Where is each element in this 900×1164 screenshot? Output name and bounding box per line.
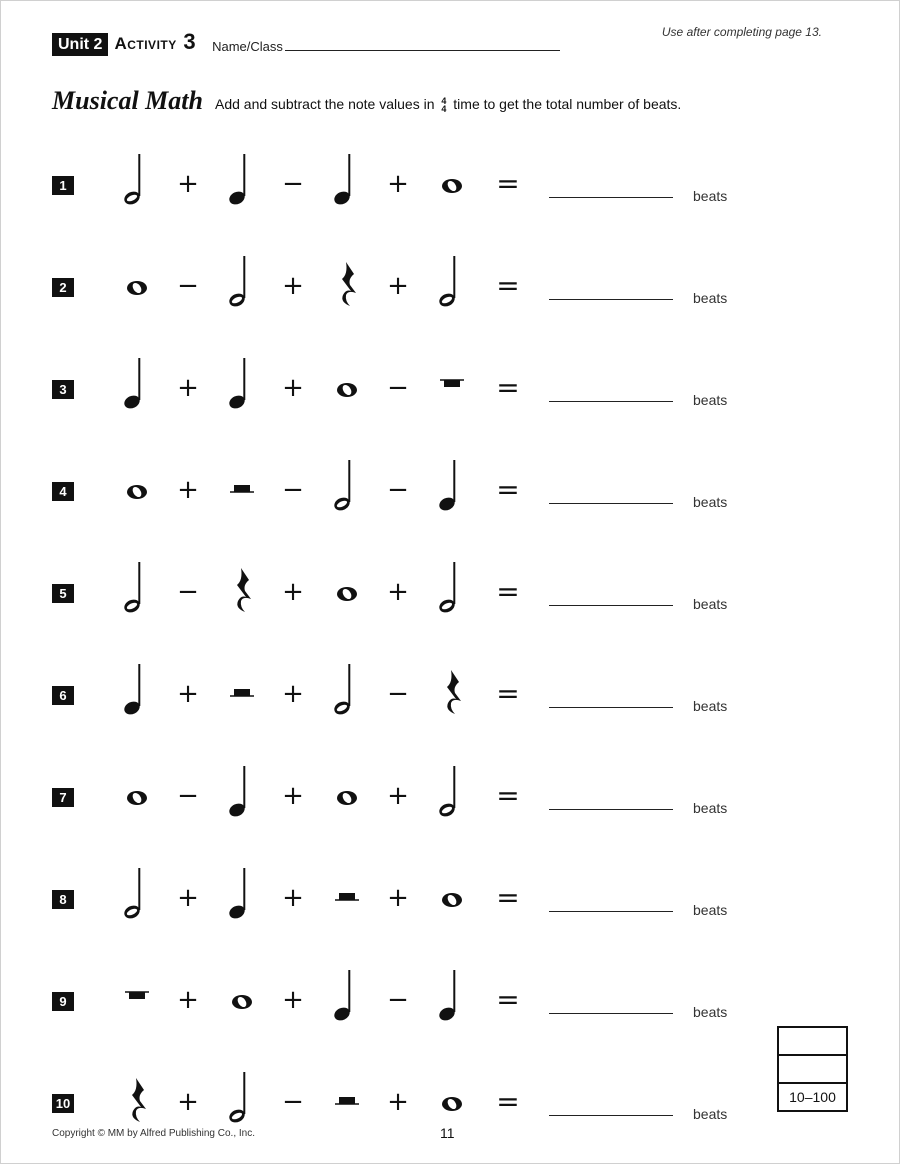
half-rest-symbol [327,1068,367,1138]
half-note-symbol [117,864,157,934]
problem-number: 4 [52,482,74,501]
answer-field[interactable] [549,197,673,198]
half-note-symbol [432,252,472,322]
beats-label: beats [693,188,728,204]
problem-number: 1 [52,176,74,195]
operator-sign: − [387,985,409,1015]
usage-note: Use after completing page 13. [661,25,822,39]
whole-note-symbol [117,762,157,832]
copyright: Copyright © MM by Alfred Publishing Co., Inc. [52,1128,256,1139]
score-cell-top[interactable] [779,1028,846,1056]
answer-field[interactable] [549,1115,673,1116]
operator-sign: + [282,373,304,403]
whole-note-symbol [117,456,157,526]
whole-rest-symbol [117,966,157,1036]
operator-sign: + [387,577,409,607]
beats-label: beats [693,290,728,306]
quarter-note-symbol [117,354,157,424]
activity-title [114,30,196,56]
whole-note-symbol [432,150,472,220]
score-box [777,1026,848,1112]
answer-field[interactable] [549,1013,673,1014]
problem-row [0,150,900,220]
title-row [52,86,681,116]
score-cell-middle[interactable] [779,1056,846,1084]
half-note-symbol [117,150,157,220]
answer-field[interactable] [549,503,673,504]
equals-sign: = [496,473,520,506]
operator-sign: + [282,985,304,1015]
time-signature-top: 4 [441,96,447,107]
problem-row [0,558,900,628]
half-note-symbol [327,456,367,526]
half-rest-symbol [222,456,262,526]
problem-number: 10 [52,1094,74,1113]
name-class-label [212,36,560,56]
half-note-symbol [117,558,157,628]
operator-sign: + [282,679,304,709]
score-label: 10–100 [789,1089,836,1105]
answer-field[interactable] [549,707,673,708]
time-signature [441,97,446,113]
operator-sign: − [177,271,199,301]
operator-sign: + [387,271,409,301]
half-note-symbol [222,252,262,322]
operator-sign: + [387,1087,409,1117]
answer-field[interactable] [549,605,673,606]
equals-sign: = [496,269,520,302]
whole-note-symbol [117,252,157,322]
whole-note-symbol [432,864,472,934]
name-class-field[interactable] [285,36,560,51]
beats-label: beats [693,1004,728,1020]
quarter-rest-symbol [327,252,367,322]
operator-sign: + [387,169,409,199]
quarter-note-symbol [117,660,157,730]
half-note-symbol [432,762,472,832]
quarter-note-symbol [327,966,367,1036]
operator-sign: − [387,373,409,403]
whole-note-symbol [327,354,367,424]
operator-sign: + [282,271,304,301]
quarter-note-symbol [222,864,262,934]
operator-sign: − [177,781,199,811]
beats-label: beats [693,1106,728,1122]
operator-sign: − [387,679,409,709]
operator-sign: + [177,475,199,505]
half-note-symbol [327,660,367,730]
whole-rest-symbol [432,354,472,424]
problem-number: 7 [52,788,74,807]
problem-number: 8 [52,890,74,909]
whole-note-symbol [327,762,367,832]
problem-row [0,864,900,934]
whole-note-symbol [327,558,367,628]
time-signature-bottom: 4 [441,104,447,115]
equals-sign: = [496,983,520,1016]
whole-note-symbol [222,966,262,1036]
operator-sign: − [282,475,304,505]
quarter-rest-symbol [432,660,472,730]
quarter-note-symbol [327,150,367,220]
equals-sign: = [496,575,520,608]
equals-sign: = [496,1085,520,1118]
quarter-note-symbol [222,762,262,832]
equals-sign: = [496,167,520,200]
operator-sign: + [177,373,199,403]
quarter-note-symbol [432,966,472,1036]
operator-sign: − [282,1087,304,1117]
quarter-note-symbol [222,354,262,424]
operator-sign: + [282,781,304,811]
page-title: Musical Math [52,86,203,115]
name-class-text: Name/Class [212,39,283,54]
operator-sign: + [177,1087,199,1117]
instructions [215,96,681,113]
operator-sign: − [282,169,304,199]
operator-sign: + [282,883,304,913]
operator-sign: + [177,883,199,913]
operator-sign: − [387,475,409,505]
half-rest-symbol [327,864,367,934]
problem-number: 3 [52,380,74,399]
beats-label: beats [693,392,728,408]
equals-sign: = [496,677,520,710]
operator-sign: + [387,781,409,811]
activity-number: 3 [183,29,197,54]
operator-sign: + [282,577,304,607]
beats-label: beats [693,698,728,714]
unit-badge: Unit 2 [52,33,108,56]
half-note-symbol [432,558,472,628]
equals-sign: = [496,779,520,812]
instructions-after: time to get the total number of beats. [453,96,682,112]
problem-row [0,456,900,526]
header [52,30,560,56]
quarter-rest-symbol [222,558,262,628]
operator-sign: + [177,985,199,1015]
problem-row [0,660,900,730]
answer-field[interactable] [549,401,673,402]
problem-row [0,354,900,424]
beats-label: beats [693,494,728,510]
problem-row [0,966,900,1036]
equals-sign: = [496,371,520,404]
problem-row [0,252,900,322]
problem-row [0,762,900,832]
half-rest-symbol [222,660,262,730]
answer-field[interactable] [549,911,673,912]
beats-label: beats [693,902,728,918]
problem-number: 6 [52,686,74,705]
operator-sign: + [387,883,409,913]
page-number: 11 [440,1125,455,1141]
operator-sign: + [177,169,199,199]
operator-sign: + [177,679,199,709]
quarter-note-symbol [432,456,472,526]
problem-number: 5 [52,584,74,603]
quarter-note-symbol [222,150,262,220]
beats-label: beats [693,800,728,816]
answer-field[interactable] [549,809,673,810]
problem-number: 2 [52,278,74,297]
beats-label: beats [693,596,728,612]
problem-number: 9 [52,992,74,1011]
operator-sign: − [177,577,199,607]
answer-field[interactable] [549,299,673,300]
equals-sign: = [496,881,520,914]
instructions-before: Add and subtract the note values in [215,96,435,112]
activity-word: Activity [114,34,177,53]
